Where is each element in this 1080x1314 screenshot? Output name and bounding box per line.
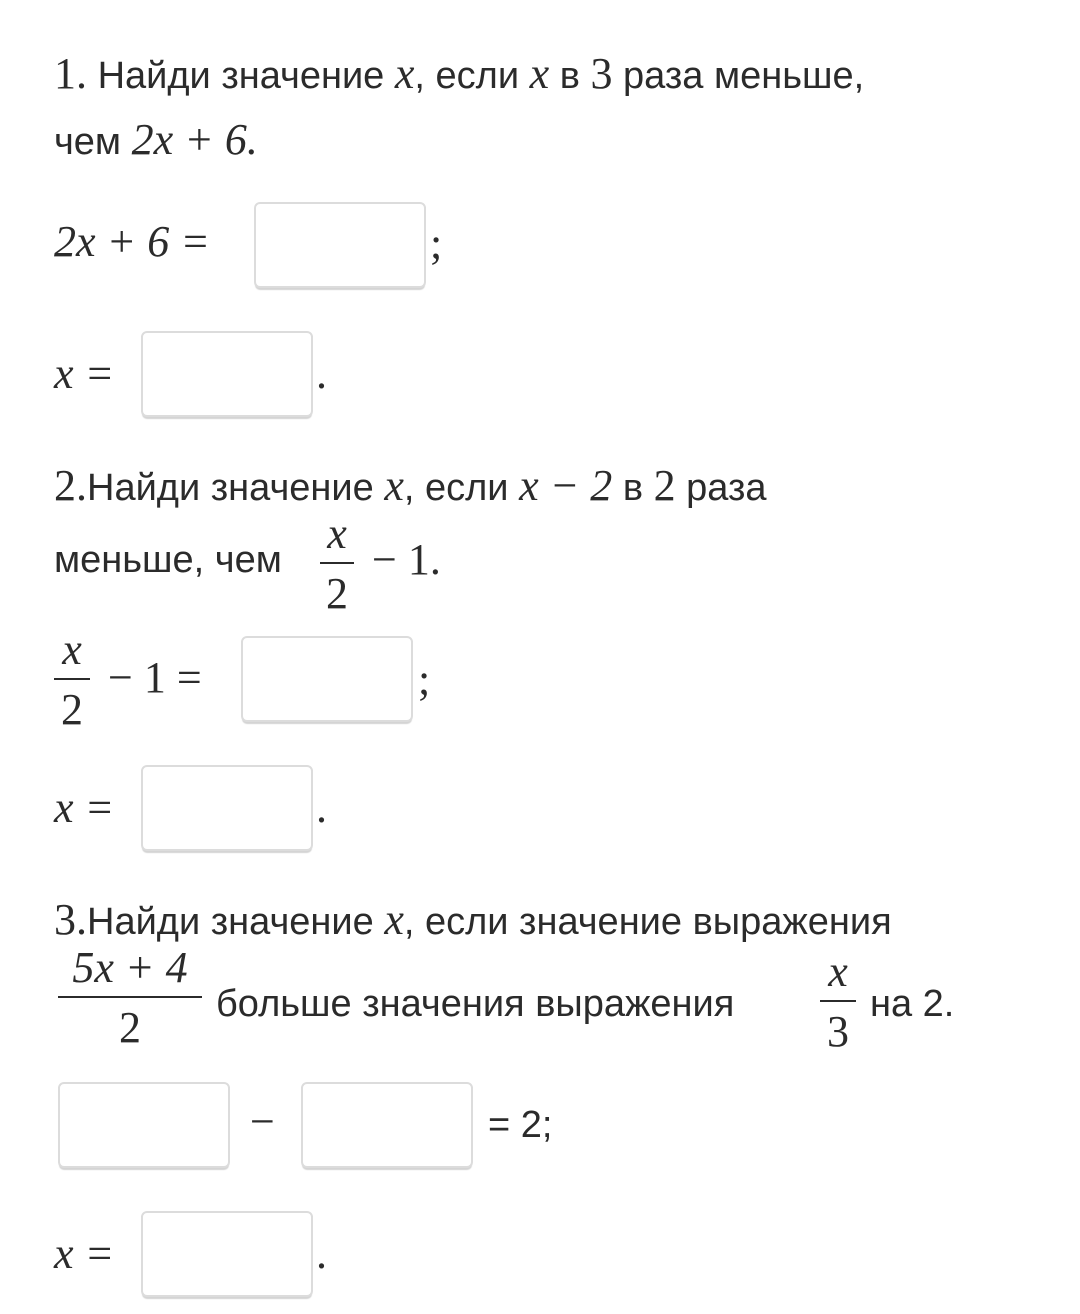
task3-eq2-lhs: x = xyxy=(54,1229,115,1278)
task1-num3: 3 xyxy=(590,49,613,98)
task3-frac2-bar xyxy=(820,1000,856,1002)
task1-var-x: x xyxy=(394,49,415,98)
task1-text-b: , если xyxy=(414,55,520,97)
task3-fraction-5x4-over-2 xyxy=(58,943,202,1052)
task1-number: 1. xyxy=(54,49,87,98)
task2-frac-den: 2 xyxy=(326,569,348,618)
task2-eq1-frac-num: x xyxy=(62,625,82,674)
task2-eq1-fraction xyxy=(54,625,90,734)
task1-text-c: в xyxy=(559,55,580,97)
task2-number: 2. xyxy=(54,461,87,510)
task2-text-b: , если xyxy=(403,467,509,509)
task1-statement-line2 xyxy=(54,115,258,164)
task3-frac1-bar xyxy=(58,996,202,998)
task3-left-input[interactable] xyxy=(58,1082,230,1168)
task1-eq1-semicolon: ; xyxy=(430,219,443,268)
task3-fraction-x-over-3 xyxy=(820,947,856,1056)
task1-statement-line1 xyxy=(54,49,865,98)
task1-eq2-lhs: x = xyxy=(54,349,115,398)
task3-frac1-den: 2 xyxy=(119,1003,141,1052)
task3-text-c: больше значения выражения xyxy=(216,983,735,1025)
task2-expr1: x − 2 xyxy=(519,461,613,510)
task3-frac2-den: 3 xyxy=(827,1007,849,1056)
task2-num2: 2 xyxy=(653,461,676,510)
task2-text-d: раза xyxy=(686,467,767,509)
task1-eq1-input[interactable] xyxy=(254,202,426,288)
task2-eq1-semicolon: ; xyxy=(418,655,431,704)
task3-number: 3. xyxy=(54,895,87,944)
task1-text-d: раза меньше, xyxy=(623,55,865,97)
task3-text-d xyxy=(870,985,954,1023)
task1-text-a: Найди значение xyxy=(97,55,385,97)
task2-eq1-frac-den: 2 xyxy=(61,685,83,734)
task2-fraction-x-over-2 xyxy=(320,509,354,618)
task2-eq1-frac-bar xyxy=(54,678,90,680)
task3-eq1-rhs: = 2; xyxy=(488,1104,553,1146)
task3-var-x: x xyxy=(384,895,404,944)
task2-eq2-input[interactable] xyxy=(141,765,313,851)
task3-right-input[interactable] xyxy=(301,1082,473,1168)
task1-var-x-2: x xyxy=(529,49,550,98)
task2-frac-num: x xyxy=(327,509,347,558)
task3-statement-line1 xyxy=(54,895,892,944)
task2-text-c: в xyxy=(622,467,644,509)
task2-var-x: x xyxy=(384,461,404,510)
task3-eq2-input[interactable] xyxy=(141,1211,313,1297)
task1-text-e: чем xyxy=(54,121,122,163)
task1-eq1-lhs: 2x + 6 = xyxy=(54,217,210,266)
task1-eq2-period: . xyxy=(316,349,327,398)
task1-eq2-input[interactable] xyxy=(141,331,313,417)
task3-frac1-num: 5x + 4 xyxy=(72,943,188,992)
task1-expr: 2x + 6. xyxy=(131,115,258,164)
task3-text-b: , если значение выражения xyxy=(403,901,892,943)
task2-frac-bar xyxy=(320,562,354,564)
task3-eq2-period: . xyxy=(316,1229,327,1278)
task3-text-d-label: на 2. xyxy=(870,983,955,1025)
task2-eq2-period: . xyxy=(316,783,327,832)
task2-text-a: Найди значение xyxy=(87,467,374,509)
task2-eq1-input[interactable] xyxy=(241,636,413,722)
task2-eq1-tail: − 1 = xyxy=(108,653,202,702)
task2-expr-tail: − 1. xyxy=(372,535,441,584)
task3-frac2-num: x xyxy=(828,947,848,996)
task2-statement-line2-text: меньше, чем xyxy=(54,539,282,581)
task2-eq2-lhs: x = xyxy=(54,783,115,832)
task3-text-a: Найди значение xyxy=(87,901,374,943)
task2-statement-line1 xyxy=(54,461,767,510)
task3-minus: − xyxy=(250,1097,275,1146)
